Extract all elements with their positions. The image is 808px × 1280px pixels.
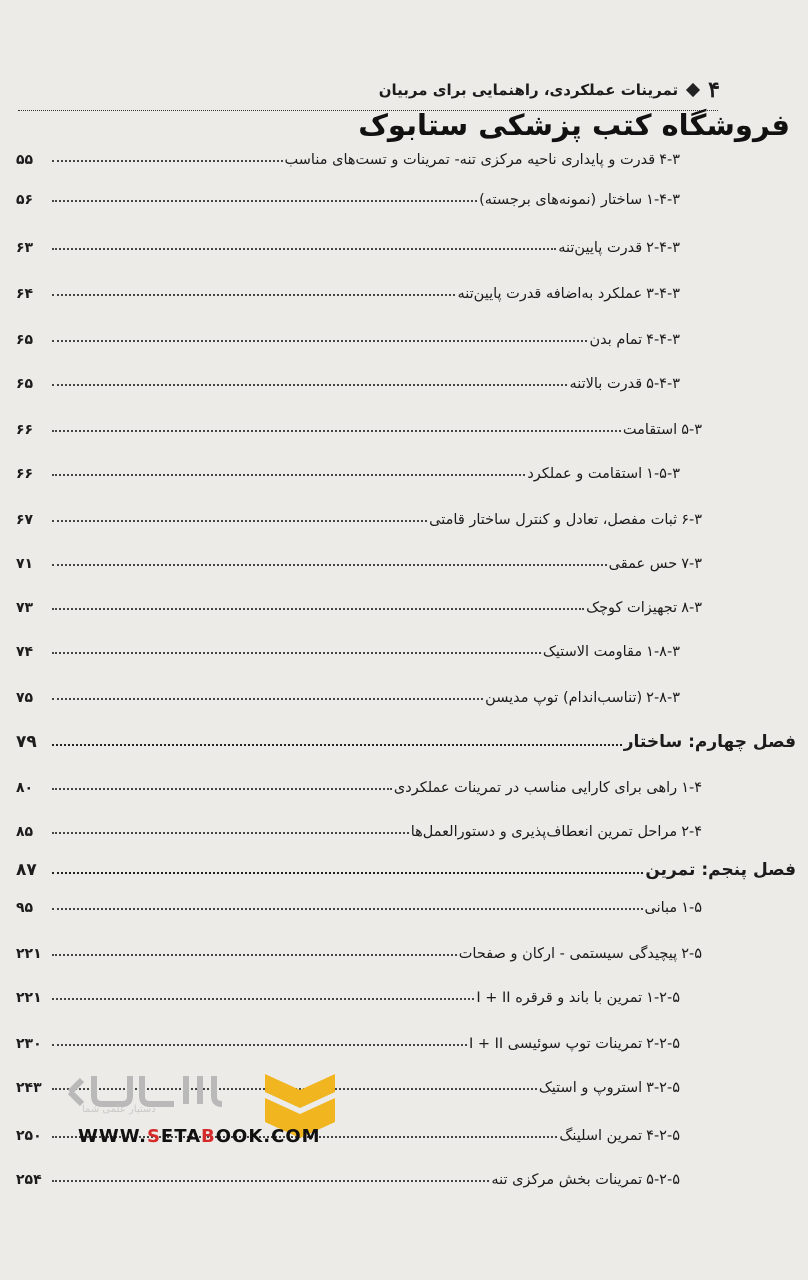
section-number: ۱-۲-۵: [646, 990, 680, 1006]
section-number: ۱-۸-۳: [646, 644, 680, 660]
chapter-heading: [16, 722, 796, 752]
section-number: ۶-۳: [681, 512, 702, 528]
page-ref: ۵۶: [16, 192, 34, 208]
dot-leader: [52, 384, 567, 386]
running-title: تمرینات عملکردی، راهنمایی برای مربیان: [378, 81, 679, 99]
toc-entry: [16, 542, 702, 572]
section-title: حس عمقی: [608, 556, 678, 572]
section-title: مبانی: [644, 900, 678, 916]
page-ref: ۶۵: [16, 376, 34, 392]
page-ref: ۶۳: [16, 240, 34, 256]
section-number: ۲-۵: [681, 946, 702, 962]
toc-entry: [16, 976, 680, 1006]
dot-leader: [52, 698, 483, 700]
section-number: ۷-۳: [681, 556, 702, 572]
toc-entry: [16, 586, 702, 616]
section-title: ساختار (نمونه‌های برجسته): [479, 192, 643, 208]
toc-entry: [16, 226, 680, 256]
page-ref: ۷۵: [16, 690, 34, 706]
dot-leader: [52, 788, 392, 790]
dot-leader: [52, 998, 474, 1000]
dot-leader: [52, 832, 409, 834]
page-number: ۴: [708, 77, 720, 103]
dot-leader: [52, 564, 607, 566]
section-title: استروپ و استیک: [538, 1080, 643, 1096]
toc-entry: [16, 810, 702, 840]
section-number: ۱-۴: [681, 780, 702, 796]
section-number: ۴-۳: [659, 152, 680, 168]
section-title: تمام بدن: [589, 332, 643, 348]
toc-entry: [16, 272, 680, 302]
section-number: ۳-۲-۵: [646, 1080, 680, 1096]
setabook-wordmark: [70, 1076, 222, 1104]
page-ref: ۲۴۳: [16, 1080, 42, 1096]
dot-leader: [52, 520, 427, 522]
section-title: (تناسب‌اندام) توپ مدیسن: [485, 690, 643, 706]
section-number: ۸-۳: [681, 600, 702, 616]
section-number: ۵-۳: [681, 422, 702, 438]
section-number: ۲-۴: [681, 824, 702, 840]
url-part: ETA: [160, 1126, 202, 1147]
section-title: عملکرد به‌اضافه قدرت پایین‌تنه: [457, 286, 643, 302]
store-banner: فروشگاه کتب پزشکی ستابوک: [358, 108, 790, 142]
section-number: ۱-۵: [681, 900, 702, 916]
section-number: ۵-۴-۳: [646, 376, 680, 392]
page-ref: ۶۵: [16, 332, 34, 348]
section-title: تجهیزات کوچک: [586, 600, 678, 616]
url-part: WWW.: [78, 1126, 147, 1147]
dot-leader: [52, 160, 283, 162]
page-ref: ۲۵۴: [16, 1172, 42, 1188]
toc-entry: [16, 886, 702, 916]
toc-entry: [16, 318, 680, 348]
section-title: تمرینات توپ سوئیسی I + II: [468, 1036, 643, 1052]
section-title: فصل چهارم: ساختار: [623, 732, 796, 752]
page-ref: ۶۶: [16, 466, 34, 482]
page-ref: ۸۷: [16, 860, 37, 880]
page-ref: ۷۳: [16, 600, 34, 616]
dot-leader: [52, 744, 622, 746]
section-number: ۱-۵-۳: [646, 466, 680, 482]
section-title: راهی برای کارایی مناسب در تمرینات عملکردی: [393, 780, 678, 796]
chapter-heading: [16, 850, 796, 880]
page-ref: ۲۳۰: [16, 1036, 42, 1052]
section-number: ۱-۴-۳: [646, 192, 680, 208]
url-part: S: [146, 1126, 161, 1147]
section-title: مراحل تمرین انعطاف‌پذیری و دستورالعمل‌ها: [410, 824, 678, 840]
website-url: [78, 1126, 321, 1147]
dot-leader: [52, 608, 584, 610]
section-title: استقامت: [622, 422, 678, 438]
toc-entry: [16, 362, 680, 392]
section-number: ۳-۴-۳: [646, 286, 680, 302]
toc-entry: [16, 452, 680, 482]
dot-leader: [52, 294, 455, 296]
toc-entry: [16, 676, 680, 706]
dot-leader: [52, 200, 477, 202]
dot-leader: [52, 652, 541, 654]
section-title: تمرین اسلینگ: [559, 1128, 643, 1144]
toc-entry: [16, 1158, 680, 1188]
section-title: پیچیدگی سیستمی - ارکان و صفحات: [458, 946, 678, 962]
section-title: استقامت و عملکرد: [527, 466, 643, 482]
page-ref: ۲۲۱: [16, 946, 42, 962]
section-number: ۲-۲-۵: [646, 1036, 680, 1052]
section-title: فصل پنجم: تمرین: [645, 860, 796, 880]
section-number: ۴-۲-۵: [646, 1128, 680, 1144]
page-ref: ۶۶: [16, 422, 34, 438]
section-title: قدرت پایین‌تنه: [558, 240, 643, 256]
toc-entry: [16, 178, 680, 208]
dot-leader: [52, 1180, 489, 1182]
dot-leader: [52, 248, 556, 250]
page-ref: ۷۱: [16, 556, 34, 572]
section-title: ثبات مفصل، تعادل و کنترل ساختار قامتی: [429, 512, 678, 528]
page-ref: ۹۵: [16, 900, 34, 916]
toc-entry: [16, 766, 702, 796]
section-title: تمرینات بخش مرکزی تنه: [491, 1172, 643, 1188]
section-title: قدرت بالاتنه: [569, 376, 643, 392]
toc-entry: [16, 408, 702, 438]
url-part: B: [201, 1126, 216, 1147]
dot-leader: [52, 872, 643, 874]
section-number: ۲-۴-۳: [646, 240, 680, 256]
dot-leader: [52, 908, 643, 910]
toc-entry: [16, 1022, 680, 1052]
toc-entry: [16, 630, 680, 660]
page-ref: ۸۵: [16, 824, 34, 840]
url-part: OOK.COM: [215, 1126, 321, 1147]
dot-leader: [52, 954, 457, 956]
dot-leader: [52, 474, 525, 476]
toc-entry: [16, 138, 680, 168]
dot-leader: [52, 430, 621, 432]
section-title: مقاومت الاستیک: [542, 644, 643, 660]
section-title: قدرت و پایداری ناحیه مرکزی تنه- تمرینات و تست‌های مناسب: [284, 152, 656, 168]
page-ref: ۶۴: [16, 286, 34, 302]
section-number: ۵-۲-۵: [646, 1172, 680, 1188]
dot-leader: [52, 340, 587, 342]
page-ref: ۶۷: [16, 512, 34, 528]
toc-entry: [16, 498, 702, 528]
section-title: تمرین با باند و قرقره I + II: [476, 990, 643, 1006]
page-ref: ۸۰: [16, 780, 34, 796]
section-number: ۲-۸-۳: [646, 690, 680, 706]
section-number: ۴-۴-۳: [646, 332, 680, 348]
dot-leader: [52, 1044, 467, 1046]
page-ref: ۲۲۱: [16, 990, 42, 1006]
page-ref: ۷۹: [16, 732, 37, 752]
page-ref: ۷۴: [16, 644, 34, 660]
logo-tagline: دستیار علمی شما: [82, 1104, 156, 1115]
toc-entry: [16, 932, 702, 962]
page-ref: ۵۵: [16, 152, 34, 168]
page-ref: ۲۵۰: [16, 1128, 42, 1144]
